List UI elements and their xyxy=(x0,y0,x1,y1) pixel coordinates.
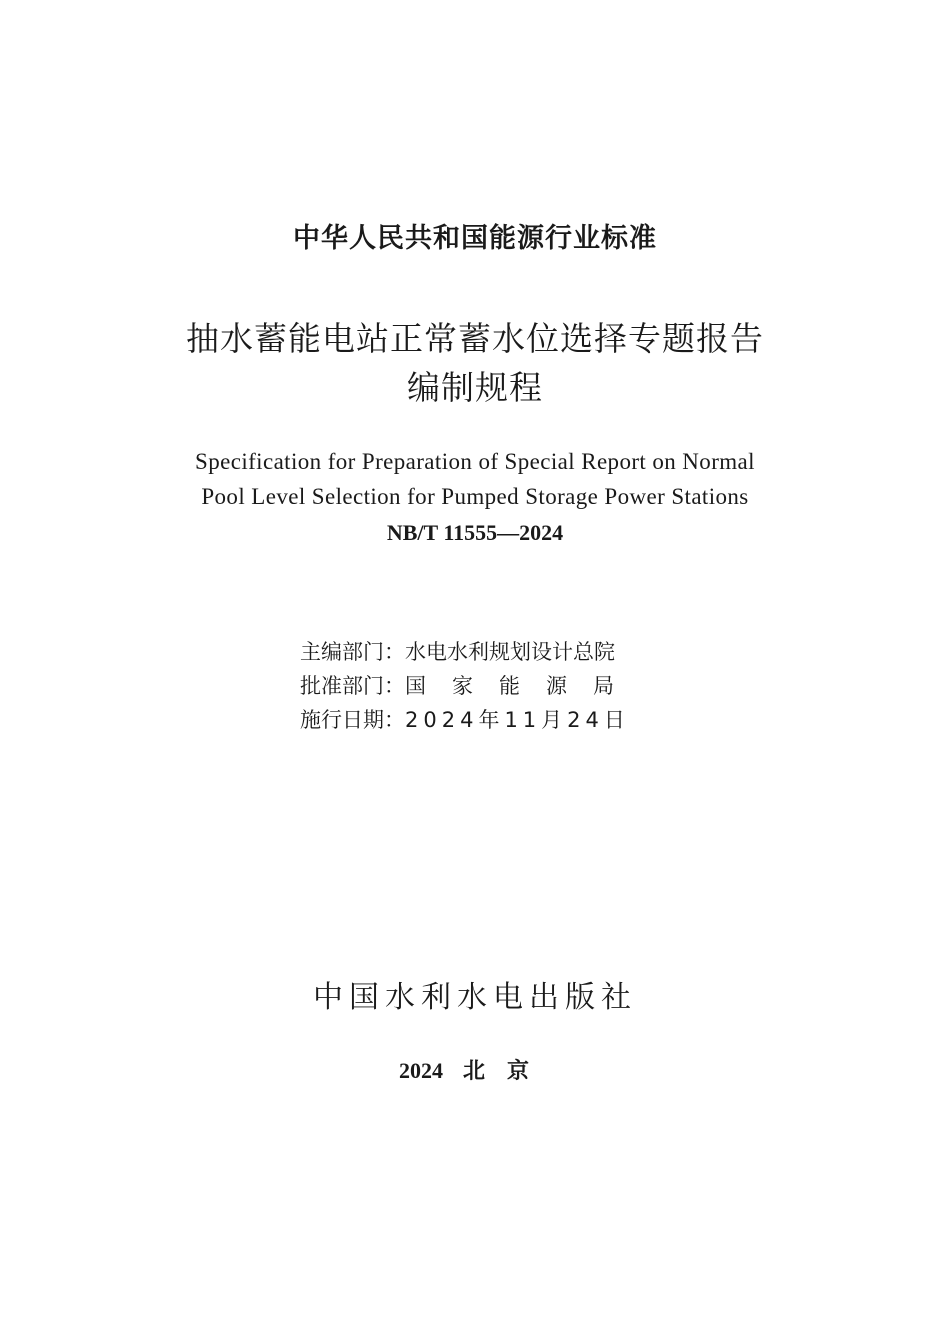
date-row xyxy=(300,704,680,738)
standard-category: 中华人民共和国能源行业标准 xyxy=(293,223,657,254)
approver-label: 批准部门： xyxy=(300,674,405,698)
approver-value: 国家能源局 xyxy=(405,674,640,698)
editor-row xyxy=(300,636,680,670)
title-chinese-line-2: 编制规程 xyxy=(407,368,543,407)
publication-city: 北京 xyxy=(462,1059,551,1084)
title-chinese-line-1: 抽水蓄能电站正常蓄水位选择专题报告 xyxy=(186,319,764,358)
date-label: 施行日期： xyxy=(300,708,405,732)
editor-label: 主编部门： xyxy=(300,640,405,664)
editor-value: 水电水利规划设计总院 xyxy=(405,640,615,664)
title-english-line-2: Pool Level Selection for Pumped Storage Power Stations xyxy=(201,484,749,509)
publication-info xyxy=(300,636,680,738)
date-value: 2024年11月24日 xyxy=(405,708,630,732)
standard-number: NB/T 11555—2024 xyxy=(386,520,564,545)
approver-row xyxy=(300,670,680,704)
title-english-line-1: Specification for Preparation of Special Report on Normal xyxy=(195,449,755,474)
publication-place xyxy=(0,1054,950,1085)
publication-year: 2024 xyxy=(398,1058,443,1083)
publisher: 中国水利水电出版社 xyxy=(313,980,637,1015)
